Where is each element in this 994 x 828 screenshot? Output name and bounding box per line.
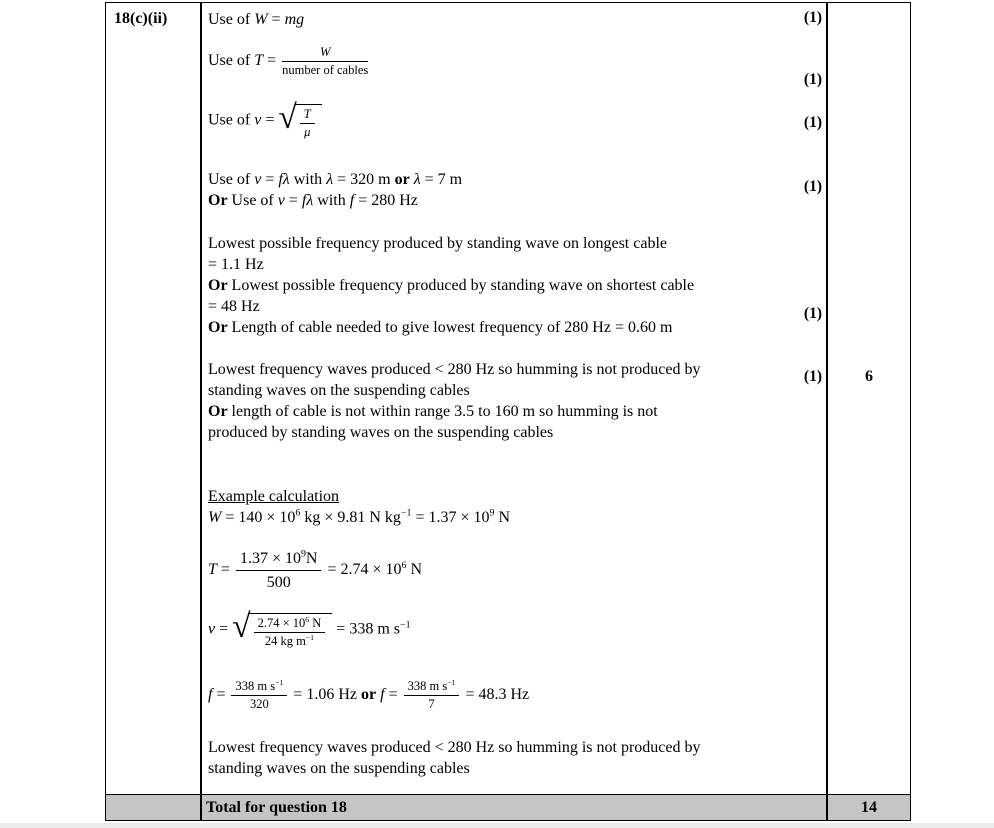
text-run: Use of bbox=[208, 111, 255, 129]
footer-label: Total for question 18 bbox=[206, 799, 347, 816]
answer-cell bbox=[202, 3, 826, 794]
radical-sign: √ bbox=[278, 99, 297, 136]
text-run: Example calculation bbox=[208, 488, 340, 505]
text-run: or bbox=[394, 171, 410, 188]
text-run: 1.37 × 10 bbox=[239, 550, 301, 567]
fraction-numerator bbox=[282, 45, 368, 62]
question-number-cell: 18(c)(ii) bbox=[114, 10, 168, 27]
answer-row bbox=[208, 486, 792, 507]
text-run: T bbox=[303, 107, 311, 121]
answer-line bbox=[208, 45, 792, 78]
answer-line bbox=[208, 233, 792, 254]
fraction-numerator bbox=[236, 548, 322, 571]
square-root bbox=[278, 99, 321, 140]
text-run: f bbox=[349, 192, 355, 209]
text-run: 9 bbox=[300, 548, 306, 560]
answer-line bbox=[208, 486, 792, 507]
text-run: T bbox=[254, 52, 264, 70]
fraction bbox=[236, 548, 322, 593]
text-run: = 1.06 Hz bbox=[289, 686, 362, 704]
text-run: Or bbox=[208, 277, 228, 294]
answer-row bbox=[208, 45, 792, 78]
fraction-denominator bbox=[282, 62, 368, 78]
text-run: W bbox=[254, 11, 268, 28]
answer-line bbox=[208, 608, 792, 649]
answer-row bbox=[208, 99, 792, 140]
text-run: = 280 Hz bbox=[354, 192, 418, 209]
text-run: v bbox=[277, 192, 285, 209]
text-run: N bbox=[305, 550, 318, 567]
answer-line bbox=[208, 401, 792, 422]
text-run: 500 bbox=[266, 574, 291, 591]
text-run: 6 bbox=[401, 559, 407, 571]
text-run: fλ bbox=[278, 171, 290, 188]
mark-badge: (1) bbox=[803, 9, 822, 26]
text-run: −1 bbox=[275, 677, 284, 687]
fraction-numerator bbox=[404, 679, 460, 696]
text-run: = bbox=[267, 11, 285, 28]
mark-badge: (1) bbox=[803, 71, 822, 88]
text-run: Use of bbox=[208, 171, 255, 188]
text-run: length of cable is not within range 3.5 to 160 m so humming is not bbox=[227, 403, 658, 420]
text-run: Lowest possible frequency produced by standing wave on longest cable bbox=[208, 235, 667, 252]
answer-row bbox=[208, 9, 792, 30]
answer-line bbox=[208, 422, 792, 443]
answer-line bbox=[208, 99, 792, 140]
text-run: = 48.3 Hz bbox=[461, 686, 530, 704]
fraction-denominator bbox=[236, 571, 322, 593]
text-run: = bbox=[212, 686, 230, 704]
answer-line bbox=[208, 169, 792, 190]
page-edge bbox=[0, 823, 994, 828]
mark-badge: (1) bbox=[803, 114, 822, 131]
answer-line bbox=[208, 507, 792, 528]
text-run: T bbox=[208, 561, 217, 579]
text-run: fλ bbox=[301, 192, 314, 209]
text-run: Use of bbox=[208, 52, 255, 70]
text-run: number of cables bbox=[282, 63, 369, 77]
text-run: 6 bbox=[305, 614, 310, 624]
mark-badge: (1) bbox=[803, 305, 822, 322]
fraction bbox=[254, 616, 326, 649]
text-run: 320 bbox=[250, 697, 269, 711]
text-run: with bbox=[313, 192, 350, 209]
text-run: −1 bbox=[400, 619, 411, 631]
text-run: v bbox=[254, 111, 262, 129]
text-run: μ bbox=[304, 125, 311, 139]
text-run: = bbox=[263, 52, 281, 70]
text-run: Lowest frequency waves produced < 280 Hz so humming is not produced by bbox=[208, 361, 701, 378]
text-run: = bbox=[216, 561, 234, 579]
text-run: = bbox=[261, 171, 279, 188]
text-run: 338 m s bbox=[407, 679, 448, 693]
text-run: = 320 m bbox=[333, 171, 395, 188]
text-run: = bbox=[384, 686, 402, 704]
fraction-numerator bbox=[231, 679, 287, 696]
text-run: = bbox=[215, 620, 233, 638]
text-run: = 7 m bbox=[420, 171, 463, 188]
square-root bbox=[232, 608, 332, 649]
text-run: kg × 9.81 N kg bbox=[300, 509, 401, 526]
text-run: with bbox=[289, 171, 327, 188]
text-run: Use of bbox=[208, 11, 255, 28]
mark-badge: (1) bbox=[803, 368, 822, 385]
text-run: Lowest frequency waves produced < 280 Hz so humming is not produced by bbox=[208, 739, 701, 756]
text-run: λ bbox=[326, 171, 334, 188]
text-run: W bbox=[208, 509, 222, 526]
mark-scheme-table bbox=[105, 2, 911, 821]
answer-line bbox=[208, 737, 792, 758]
fraction bbox=[300, 107, 315, 140]
text-run: −1 bbox=[447, 677, 456, 687]
answer-line bbox=[208, 296, 792, 317]
marks-total: 6 bbox=[865, 368, 873, 385]
text-run: 7 bbox=[428, 697, 435, 711]
answer-line bbox=[208, 190, 792, 211]
answer-line bbox=[208, 679, 792, 712]
fraction-denominator bbox=[404, 696, 460, 712]
mark-column-divider bbox=[826, 3, 828, 820]
fraction-denominator bbox=[254, 633, 326, 649]
footer-total: 14 bbox=[861, 799, 877, 816]
text-run: standing waves on the suspending cables bbox=[208, 760, 470, 777]
text-run: = 1.37 × 10 bbox=[411, 509, 490, 526]
fraction-numerator bbox=[254, 616, 326, 633]
answer-line bbox=[208, 9, 792, 30]
text-run: Or bbox=[208, 319, 228, 336]
text-run: 6 bbox=[295, 507, 301, 519]
answer-line bbox=[208, 548, 792, 593]
text-run: λ bbox=[413, 171, 421, 188]
text-run: 24 kg m bbox=[264, 634, 306, 648]
text-run: Or bbox=[208, 403, 228, 420]
answer-line bbox=[208, 275, 792, 296]
answer-line bbox=[208, 758, 792, 779]
text-run: Length of cable needed to give lowest frequency of 280 Hz = 0.60 m bbox=[227, 319, 673, 336]
answer-row bbox=[208, 608, 792, 649]
text-run: mg bbox=[284, 11, 305, 28]
answer-line bbox=[208, 317, 792, 338]
text-run: = 2.74 × 10 bbox=[323, 561, 402, 579]
text-run: f bbox=[380, 686, 385, 704]
answer-line bbox=[208, 359, 792, 380]
text-run: produced by standing waves on the suspending cables bbox=[208, 424, 554, 441]
answer-row bbox=[208, 169, 792, 211]
text-run: 2.74 × 10 bbox=[257, 616, 306, 630]
answer-row bbox=[208, 548, 792, 593]
text-run: N bbox=[309, 616, 322, 630]
text-run: = 1.1 Hz bbox=[208, 256, 264, 273]
fraction bbox=[404, 679, 460, 712]
fraction bbox=[231, 679, 287, 712]
text-run: Use of bbox=[227, 192, 278, 209]
radicand bbox=[249, 613, 333, 649]
radical-sign: √ bbox=[232, 608, 251, 645]
text-run: = bbox=[261, 111, 279, 129]
fraction-denominator bbox=[231, 696, 287, 712]
footer-row bbox=[106, 794, 910, 820]
text-run: f bbox=[208, 686, 213, 704]
fraction-numerator bbox=[300, 107, 315, 124]
radicand bbox=[295, 104, 322, 140]
text-run: = 48 Hz bbox=[208, 298, 260, 315]
fraction bbox=[282, 45, 368, 78]
answer-row bbox=[208, 507, 792, 528]
answer-row bbox=[208, 233, 792, 338]
text-run: v bbox=[208, 620, 216, 638]
text-run: N bbox=[494, 509, 511, 526]
text-run: N bbox=[406, 561, 423, 579]
text-run: 338 m s bbox=[235, 679, 276, 693]
text-run: Or bbox=[208, 192, 228, 209]
text-run: = 140 × 10 bbox=[221, 509, 296, 526]
answer-line bbox=[208, 380, 792, 401]
text-run: Lowest possible frequency produced by standing wave on shortest cable bbox=[227, 277, 695, 294]
text-run: or bbox=[361, 686, 377, 704]
answer-row bbox=[208, 737, 792, 779]
text-run: standing waves on the suspending cables bbox=[208, 382, 470, 399]
mark-badge: (1) bbox=[803, 178, 822, 195]
text-run: −1 bbox=[305, 632, 315, 642]
question-column-divider bbox=[200, 3, 202, 820]
fraction-denominator bbox=[300, 124, 315, 140]
answer-line bbox=[208, 254, 792, 275]
text-run: = bbox=[284, 192, 302, 209]
text-run: −1 bbox=[400, 507, 412, 519]
answer-row bbox=[208, 359, 792, 443]
text-run: 9 bbox=[489, 507, 495, 519]
answer-row bbox=[208, 679, 792, 712]
text-run: v bbox=[254, 171, 262, 188]
text-run: = 338 m s bbox=[332, 620, 400, 638]
text-run: W bbox=[319, 45, 331, 59]
